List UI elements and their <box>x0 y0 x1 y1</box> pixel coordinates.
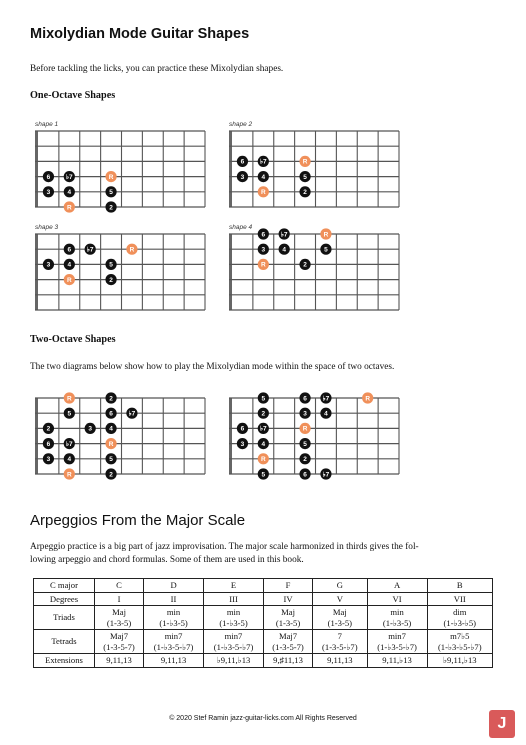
svg-text:5: 5 <box>303 173 307 181</box>
note-dot <box>299 392 310 403</box>
cell-line: (1-♭3-♭5) <box>443 617 476 628</box>
note-dot <box>105 186 116 197</box>
cell-line: (1-3-5) <box>275 617 301 628</box>
copyright-footer: © 2020 Stef Ramin jazz-guitar-licks.com All Rights Reserved <box>169 715 357 722</box>
cell-line: min7 <box>164 631 183 641</box>
table-cell: Extensions <box>34 654 95 668</box>
fretboard-nut <box>229 234 232 310</box>
table-cell: B <box>427 579 492 593</box>
note-dot <box>64 438 75 449</box>
fretboard-shape-2 <box>229 131 409 216</box>
svg-text:2: 2 <box>303 261 307 269</box>
note-dot <box>126 408 137 419</box>
svg-text:R: R <box>260 189 266 197</box>
table-cell: 9,11,13 <box>95 654 144 668</box>
svg-text:2: 2 <box>109 276 113 284</box>
note-dot <box>279 244 290 255</box>
svg-text:2: 2 <box>303 456 307 464</box>
arpeggio-text-line-1: Arpeggio practice is a big part of jazz improvisation. The major scale harmonized in thirds gives the fol- <box>30 542 419 552</box>
arpeggio-table <box>33 578 493 668</box>
shape-2-label: shape 2 <box>229 121 253 128</box>
note-dot <box>64 453 75 464</box>
note-dot <box>43 453 54 464</box>
cell-line: (1-♭3-5) <box>159 617 188 628</box>
svg-text:6: 6 <box>240 425 245 433</box>
note-dot <box>64 259 75 270</box>
cell-line: Maj7 <box>109 631 129 641</box>
svg-text:5: 5 <box>109 189 113 197</box>
two-octave-heading: Two-Octave Shapes <box>30 334 116 345</box>
table-cell: I <box>95 592 144 606</box>
table-cell: Degrees <box>34 592 95 606</box>
fretboard-two-octave-1 <box>35 395 215 483</box>
svg-text:5: 5 <box>261 395 266 403</box>
svg-text:R: R <box>66 276 72 284</box>
note-dot <box>105 453 116 464</box>
svg-text:6: 6 <box>303 471 307 479</box>
cell-line: (1-3-5-♭7) <box>322 641 358 652</box>
svg-text:6: 6 <box>240 158 245 166</box>
fretboard-nut <box>229 398 232 474</box>
table-cell <box>367 630 427 654</box>
note-dot <box>105 468 116 479</box>
svg-text:♭7: ♭7 <box>86 246 94 254</box>
root-note-dot <box>64 201 75 212</box>
svg-text:6: 6 <box>67 246 72 254</box>
note-dot <box>258 408 269 419</box>
table-cell: V <box>313 592 368 606</box>
cell-line: Maj <box>332 607 347 617</box>
cell-line: min <box>390 607 404 617</box>
svg-text:4: 4 <box>261 173 266 181</box>
note-dot <box>258 392 269 403</box>
root-note-dot <box>299 156 310 167</box>
note-dot <box>258 171 269 182</box>
svg-text:2: 2 <box>109 471 113 479</box>
cell-line: Maj7 <box>278 631 298 641</box>
svg-text:5: 5 <box>67 410 72 418</box>
note-dot <box>105 392 116 403</box>
cell-line: (1-3-5) <box>327 617 352 628</box>
table-cell: 9,♯11,13 <box>264 654 313 668</box>
table-cell <box>95 630 144 654</box>
cell-line: 7 <box>337 631 342 641</box>
cell-line: min7 <box>388 631 406 641</box>
shape-3-label: shape 3 <box>35 224 59 231</box>
table-row-extensions <box>34 654 493 668</box>
root-note-dot <box>258 186 269 197</box>
svg-text:5: 5 <box>109 456 113 464</box>
arpeggio-text-line-2: lowing arpeggio and chord formulas. Some of them are used in this book. <box>30 555 304 565</box>
note-dot <box>299 453 310 464</box>
svg-text:3: 3 <box>240 440 245 448</box>
note-dot <box>237 438 248 449</box>
shape-1-label: shape 1 <box>35 121 59 128</box>
table-cell <box>264 606 313 630</box>
svg-text:4: 4 <box>67 189 72 197</box>
svg-text:4: 4 <box>109 425 113 433</box>
svg-text:♭7: ♭7 <box>65 440 73 448</box>
svg-text:♭7: ♭7 <box>65 173 73 181</box>
root-note-dot <box>64 274 75 285</box>
svg-text:6: 6 <box>46 440 51 448</box>
root-note-dot <box>362 392 373 403</box>
arpeggio-heading: Arpeggios From the Major Scale <box>30 512 246 529</box>
note-dot <box>105 408 116 419</box>
note-dot <box>64 408 75 419</box>
table-cell <box>264 630 313 654</box>
table-row-header <box>34 579 493 593</box>
root-note-dot <box>258 453 269 464</box>
note-dot <box>258 423 269 434</box>
fretboard-nut <box>35 398 38 474</box>
table-cell <box>367 606 427 630</box>
note-dot <box>258 468 269 479</box>
cell-line: min <box>166 607 181 617</box>
root-note-dot <box>320 228 331 239</box>
note-dot <box>64 186 75 197</box>
svg-text:3: 3 <box>46 456 51 464</box>
svg-text:4: 4 <box>67 456 72 464</box>
note-dot <box>320 244 331 255</box>
svg-text:♭7: ♭7 <box>128 410 136 418</box>
table-cell: C <box>95 579 144 593</box>
note-dot <box>320 468 331 479</box>
svg-text:R: R <box>66 395 72 403</box>
note-dot <box>85 423 96 434</box>
one-octave-heading: One-Octave Shapes <box>30 90 116 101</box>
svg-text:6: 6 <box>46 173 51 181</box>
table-cell <box>144 606 204 630</box>
cell-line: (1-3-5-7) <box>103 641 135 652</box>
note-dot <box>279 228 290 239</box>
svg-text:R: R <box>129 246 135 254</box>
svg-text:R: R <box>365 395 371 403</box>
svg-text:4: 4 <box>67 261 72 269</box>
note-dot <box>43 423 54 434</box>
fretboard-two-octave-2 <box>229 395 409 483</box>
svg-text:5: 5 <box>109 261 113 269</box>
svg-text:6: 6 <box>109 410 113 418</box>
cell-line: (1-3-5-7) <box>272 641 304 652</box>
svg-text:R: R <box>302 158 308 166</box>
table-cell: IV <box>264 592 313 606</box>
svg-text:R: R <box>260 261 266 269</box>
note-dot <box>105 423 116 434</box>
table-cell: Tetrads <box>34 630 95 654</box>
table-cell: A <box>367 579 427 593</box>
note-dot <box>237 156 248 167</box>
note-dot <box>258 156 269 167</box>
svg-text:3: 3 <box>88 425 92 433</box>
cell-line: dim <box>453 607 467 617</box>
note-dot <box>64 171 75 182</box>
fretboard-shape-3 <box>35 234 215 319</box>
note-dot <box>85 244 96 255</box>
svg-text:3: 3 <box>303 410 307 418</box>
note-dot <box>258 438 269 449</box>
table-row-triads <box>34 606 493 630</box>
table-cell <box>427 606 492 630</box>
table-cell: D <box>144 579 204 593</box>
intro-text: Before tackling the licks, you can practice these Mixolydian shapes. <box>30 64 284 74</box>
svg-text:2: 2 <box>109 204 113 212</box>
table-cell: 9,11,13 <box>144 654 204 668</box>
note-dot <box>320 392 331 403</box>
table-cell <box>427 630 492 654</box>
table-cell <box>144 630 204 654</box>
table-cell <box>95 606 144 630</box>
svg-text:R: R <box>108 173 114 181</box>
svg-text:3: 3 <box>240 173 245 181</box>
svg-text:2: 2 <box>46 425 51 433</box>
svg-text:4: 4 <box>282 246 286 254</box>
table-cell <box>313 606 368 630</box>
page-title: Mixolydian Mode Guitar Shapes <box>30 26 250 42</box>
table-cell: F <box>264 579 313 593</box>
cell-line: (1-♭3-♭5-♭7) <box>437 641 482 652</box>
fretboard-shape-4 <box>229 231 409 319</box>
svg-text:R: R <box>66 471 72 479</box>
svg-text:♭7: ♭7 <box>259 425 267 433</box>
svg-text:5: 5 <box>261 471 266 479</box>
note-dot <box>237 171 248 182</box>
note-dot <box>43 259 54 270</box>
cell-line: min <box>226 607 241 617</box>
svg-text:5: 5 <box>303 440 307 448</box>
note-dot <box>258 228 269 239</box>
note-dot <box>105 259 116 270</box>
table-row-tetrads <box>34 630 493 654</box>
two-octave-text: The two diagrams below show how to play the Mixolydian mode within the space of two octaves. <box>30 362 395 372</box>
fretboard-nut <box>35 131 38 207</box>
svg-text:3: 3 <box>46 261 51 269</box>
svg-text:3: 3 <box>46 189 51 197</box>
cell-line: (1-♭3-5-♭7) <box>153 641 194 652</box>
svg-text:R: R <box>302 425 308 433</box>
note-dot <box>43 171 54 182</box>
svg-text:♭7: ♭7 <box>280 231 288 239</box>
note-dot <box>320 408 331 419</box>
svg-text:♭7: ♭7 <box>322 471 330 479</box>
table-cell: III <box>204 592 264 606</box>
note-dot <box>299 171 310 182</box>
cell-line: (1-3-5) <box>106 617 132 628</box>
table-row-degrees <box>34 592 493 606</box>
table-cell: G <box>313 579 368 593</box>
svg-text:R: R <box>108 440 114 448</box>
table-cell <box>204 606 264 630</box>
svg-text:2: 2 <box>109 395 113 403</box>
note-dot <box>43 438 54 449</box>
cell-line: (1-♭3-5) <box>219 617 248 628</box>
root-note-dot <box>64 468 75 479</box>
table-cell: VI <box>367 592 427 606</box>
table-cell: ♭9,11,♭13 <box>427 654 492 668</box>
note-dot <box>237 423 248 434</box>
root-note-dot <box>105 171 116 182</box>
table-cell <box>204 630 264 654</box>
table-cell: C major <box>34 579 95 593</box>
jgl-logo-icon: J <box>489 710 515 738</box>
cell-line: min7 <box>224 631 243 641</box>
note-dot <box>105 274 116 285</box>
table-cell: 9,11,13 <box>313 654 368 668</box>
svg-text:♭7: ♭7 <box>322 395 330 403</box>
note-dot <box>299 438 310 449</box>
table-cell <box>313 630 368 654</box>
cell-line: (1-♭3-5) <box>382 617 412 628</box>
root-note-dot <box>299 423 310 434</box>
table-cell: Triads <box>34 606 95 630</box>
svg-text:♭7: ♭7 <box>259 158 267 166</box>
svg-text:3: 3 <box>261 246 266 254</box>
table-cell: E <box>204 579 264 593</box>
note-dot <box>299 468 310 479</box>
fretboard-nut <box>229 131 232 207</box>
note-dot <box>64 244 75 255</box>
svg-text:2: 2 <box>303 189 307 197</box>
svg-text:5: 5 <box>324 246 328 254</box>
note-dot <box>258 244 269 255</box>
fretboard-nut <box>35 234 38 310</box>
svg-text:R: R <box>66 204 72 212</box>
root-note-dot <box>258 259 269 270</box>
cell-line: Maj <box>112 607 126 617</box>
root-note-dot <box>64 392 75 403</box>
note-dot <box>299 408 310 419</box>
cell-line: m7♭5 <box>450 631 470 641</box>
table-cell: ♭9,11,♭13 <box>204 654 264 668</box>
note-dot <box>43 186 54 197</box>
root-note-dot <box>126 244 137 255</box>
note-dot <box>299 186 310 197</box>
svg-text:6: 6 <box>261 231 266 239</box>
svg-text:6: 6 <box>303 395 307 403</box>
note-dot <box>105 201 116 212</box>
cell-line: (1-♭3-5-♭7) <box>377 641 417 652</box>
shape-4-label: shape 4 <box>229 224 253 231</box>
table-cell: VII <box>427 592 492 606</box>
svg-text:R: R <box>260 456 266 464</box>
cell-line: (1-♭3-5-♭7) <box>213 641 254 652</box>
svg-text:2: 2 <box>261 410 266 418</box>
svg-text:R: R <box>323 231 329 239</box>
table-cell: 9,11,♭13 <box>367 654 427 668</box>
fretboard-shape-1 <box>35 131 215 216</box>
svg-text:4: 4 <box>324 410 328 418</box>
cell-line: Maj <box>281 607 295 617</box>
note-dot <box>299 259 310 270</box>
svg-text:4: 4 <box>261 440 266 448</box>
table-cell: II <box>144 592 204 606</box>
root-note-dot <box>105 438 116 449</box>
